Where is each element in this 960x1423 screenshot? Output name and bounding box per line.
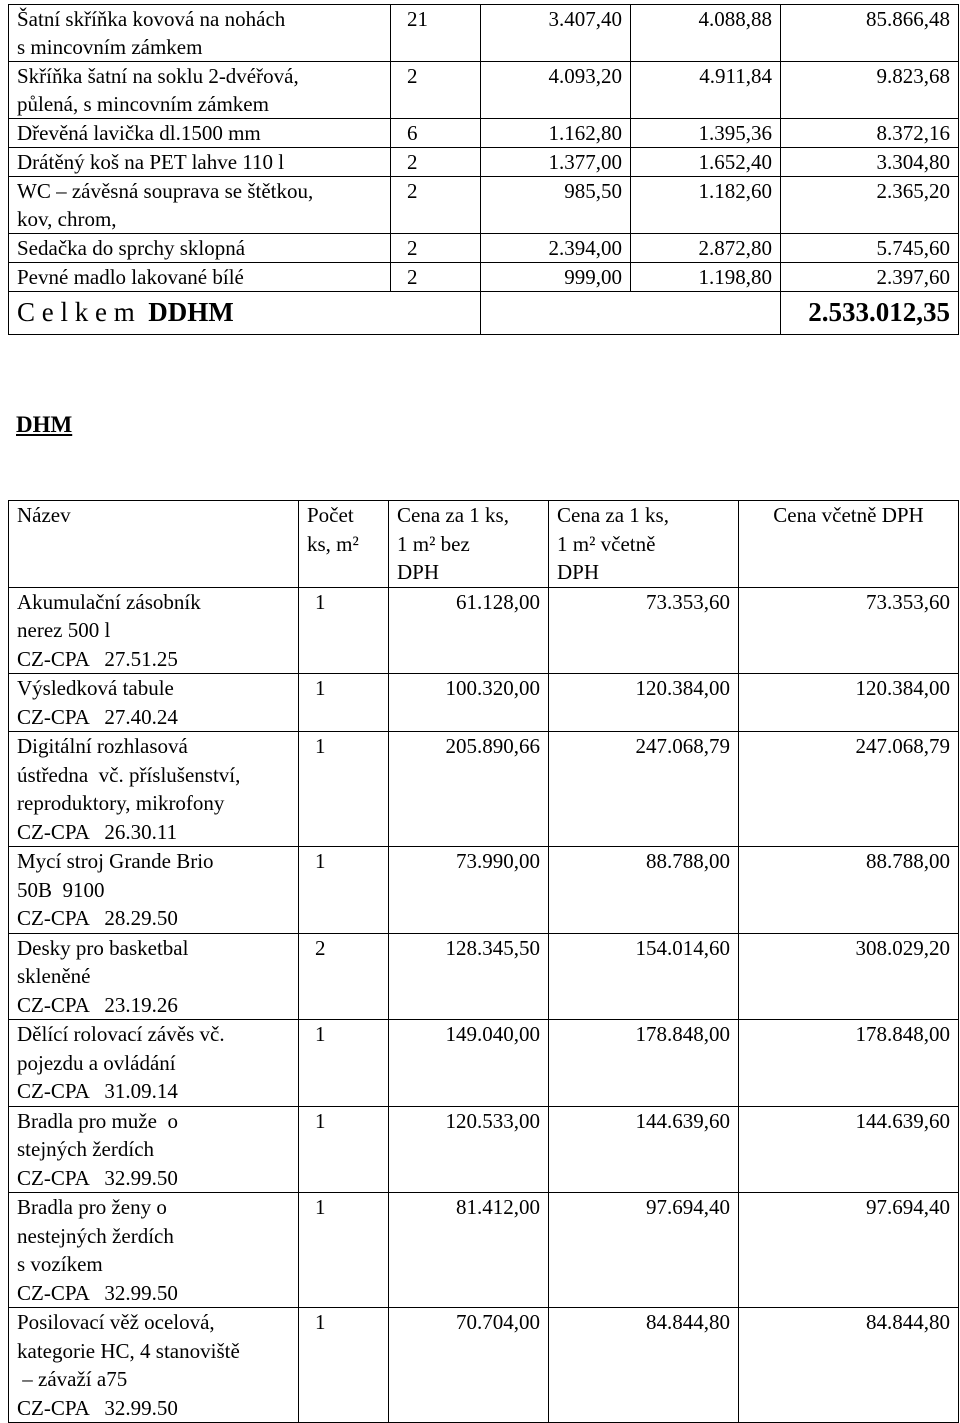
ddhm-item-name [9, 177, 391, 234]
ddhm-item-count: 2 [391, 62, 481, 119]
ddhm-item-price-incl-vat: 1.395,36 [631, 119, 781, 148]
dhm-item-total: 88.788,00 [739, 847, 959, 934]
dhm-header-price-incl-line: Cena za 1 ks, [557, 503, 669, 527]
dhm-header-price-excl [389, 501, 549, 588]
ddhm-item-count: 2 [391, 263, 481, 292]
dhm-item-price-excl-vat: 100.320,00 [389, 674, 549, 732]
ddhm-item-count: 2 [391, 177, 481, 234]
ddhm-total-label-cell [9, 292, 481, 335]
dhm-item-price-excl-vat: 73.990,00 [389, 847, 549, 934]
ddhm-item-count: 21 [391, 5, 481, 62]
dhm-table-row [9, 674, 959, 732]
ddhm-item-name-line: kov, chrom, [17, 207, 117, 231]
dhm-table-row [9, 732, 959, 847]
dhm-item-name [9, 1020, 299, 1107]
ddhm-item-total: 5.745,60 [781, 234, 959, 263]
dhm-item-total: 97.694,40 [739, 1193, 959, 1308]
dhm-item-name [9, 1106, 299, 1193]
dhm-item-price-excl-vat: 81.412,00 [389, 1193, 549, 1308]
dhm-item-name-line: CZ-CPA 23.19.26 [17, 992, 178, 1017]
dhm-item-total: 84.844,80 [739, 1308, 959, 1423]
dhm-item-name-line: CZ-CPA 26.30.11 [17, 819, 178, 844]
dhm-item-name-line: CZ-CPA 27.40.24 [17, 704, 178, 729]
dhm-item-total: 247.068,79 [739, 732, 959, 847]
ddhm-item-name-line: Šatní skříňka kovová na nohách [17, 7, 286, 31]
dhm-item-price-incl-vat: 73.353,60 [549, 587, 739, 674]
ddhm-item-name-line: půlená, s mincovním zámkem [17, 92, 269, 116]
ddhm-item-price-excl-vat: 3.407,40 [481, 5, 631, 62]
dhm-item-name-line: 50B 9100 [17, 877, 105, 902]
dhm-item-total: 144.639,60 [739, 1106, 959, 1193]
dhm-item-name [9, 732, 299, 847]
dhm-item-total: 73.353,60 [739, 587, 959, 674]
dhm-item-name [9, 1193, 299, 1308]
ddhm-item-price-excl-vat: 999,00 [481, 263, 631, 292]
dhm-item-name-line: Desky pro basketbal [17, 935, 189, 960]
dhm-header-count-line: Počet [307, 503, 354, 527]
dhm-item-name-line: CZ-CPA 28.29.50 [17, 906, 178, 930]
ddhm-item-name-line: s mincovním zámkem [17, 35, 203, 59]
ddhm-item-name-line: Sedačka do sprchy sklopná [17, 236, 246, 260]
ddhm-item-price-incl-vat: 1.182,60 [631, 177, 781, 234]
ddhm-item-count: 2 [391, 148, 481, 177]
dhm-item-price-incl-vat: 247.068,79 [549, 732, 739, 847]
dhm-item-price-excl-vat: 128.345,50 [389, 933, 549, 1020]
dhm-item-total: 308.029,20 [739, 933, 959, 1020]
dhm-item-name-line: ústředna vč. příslušenství, [17, 762, 241, 787]
dhm-item-total: 120.384,00 [739, 674, 959, 732]
dhm-item-name-line: Mycí stroj Grande Brio [17, 849, 214, 873]
ddhm-total-empty-cell [481, 292, 781, 335]
dhm-header-price-incl-line: 1 m² včetně [557, 531, 656, 556]
dhm-item-price-excl-vat: 205.890,66 [389, 732, 549, 847]
dhm-item-price-incl-vat: 97.694,40 [549, 1193, 739, 1308]
dhm-item-total: 178.848,00 [739, 1020, 959, 1107]
ddhm-table-row [9, 234, 959, 263]
ddhm-item-name [9, 5, 391, 62]
dhm-item-count: 1 [299, 1308, 389, 1423]
dhm-table-row [9, 847, 959, 934]
ddhm-table-row [9, 119, 959, 148]
dhm-header-count [299, 501, 389, 588]
dhm-item-count: 1 [299, 1106, 389, 1193]
dhm-table-row [9, 933, 959, 1020]
dhm-table-row [9, 1193, 959, 1308]
ddhm-table-row [9, 263, 959, 292]
dhm-item-name-line: kategorie HC, 4 stanoviště [17, 1338, 240, 1363]
ddhm-total-label: C e l k e m [17, 297, 135, 327]
dhm-item-name-line: CZ-CPA 31.09.14 [17, 1079, 178, 1103]
dhm-header-price-excl-line: DPH [397, 560, 440, 584]
dhm-table-row [9, 1106, 959, 1193]
ddhm-item-name-line: Pevné madlo lakované bílé [17, 265, 244, 289]
ddhm-item-price-incl-vat: 2.872,80 [631, 234, 781, 263]
dhm-item-name-line: skleněné [17, 964, 91, 988]
dhm-item-name-line: reproduktory, mikrofony [17, 791, 225, 815]
ddhm-item-name [9, 148, 391, 177]
ddhm-item-price-excl-vat: 4.093,20 [481, 62, 631, 119]
dhm-item-count: 1 [299, 1193, 389, 1308]
dhm-table-row [9, 1308, 959, 1423]
dhm-item-name [9, 674, 299, 732]
ddhm-item-total: 8.372,16 [781, 119, 959, 148]
dhm-item-count: 1 [299, 587, 389, 674]
ddhm-total-row [9, 292, 959, 335]
ddhm-item-price-incl-vat: 1.652,40 [631, 148, 781, 177]
dhm-item-name-line: Dělící rolovací závěs vč. [17, 1022, 225, 1046]
dhm-item-price-incl-vat: 144.639,60 [549, 1106, 739, 1193]
dhm-item-name-line: Digitální rozhlasová [17, 734, 188, 758]
ddhm-item-price-excl-vat: 985,50 [481, 177, 631, 234]
ddhm-total-label-suffix: DDHM [148, 297, 234, 327]
dhm-item-price-incl-vat: 178.848,00 [549, 1020, 739, 1107]
ddhm-item-name-line: Skříňka šatní na soklu 2-dvéřová, [17, 64, 299, 88]
dhm-table-body [9, 587, 959, 1423]
dhm-item-price-incl-vat: 88.788,00 [549, 847, 739, 934]
dhm-item-price-excl-vat: 61.128,00 [389, 587, 549, 674]
dhm-item-name-line: stejných žerdích [17, 1137, 155, 1161]
dhm-item-count: 2 [299, 933, 389, 1020]
ddhm-item-name [9, 263, 391, 292]
dhm-item-name [9, 587, 299, 674]
ddhm-item-price-incl-vat: 4.088,88 [631, 5, 781, 62]
dhm-item-count: 1 [299, 674, 389, 732]
dhm-item-name-line: nerez 500 l [17, 618, 111, 642]
ddhm-item-count: 2 [391, 234, 481, 263]
dhm-item-name-line: pojezdu a ovládání [17, 1050, 176, 1075]
dhm-item-name-line: Akumulační zásobník [17, 589, 201, 614]
ddhm-item-total: 9.823,68 [781, 62, 959, 119]
ddhm-item-total: 85.866,48 [781, 5, 959, 62]
dhm-header-price-incl [549, 501, 739, 588]
dhm-item-price-excl-vat: 120.533,00 [389, 1106, 549, 1193]
ddhm-table-row [9, 148, 959, 177]
dhm-item-name-line: CZ-CPA 32.99.50 [17, 1165, 178, 1190]
dhm-header-name: Název [9, 501, 299, 588]
dhm-item-name-line: Bradla pro muže o [17, 1108, 178, 1133]
dhm-header-total: Cena včetně DPH [739, 501, 959, 588]
ddhm-item-price-incl-vat: 1.198,80 [631, 263, 781, 292]
dhm-item-count: 1 [299, 847, 389, 934]
ddhm-item-price-excl-vat: 1.162,80 [481, 119, 631, 148]
ddhm-item-total: 2.397,60 [781, 263, 959, 292]
dhm-section-heading: DHM [16, 412, 73, 437]
ddhm-item-price-excl-vat: 1.377,00 [481, 148, 631, 177]
ddhm-item-total: 3.304,80 [781, 148, 959, 177]
ddhm-item-price-incl-vat: 4.911,84 [631, 62, 781, 119]
dhm-item-price-incl-vat: 154.014,60 [549, 933, 739, 1020]
ddhm-item-name [9, 62, 391, 119]
ddhm-table [8, 4, 959, 335]
dhm-item-name-line: CZ-CPA 27.51.25 [17, 646, 178, 671]
ddhm-table-body [9, 5, 959, 292]
dhm-header-row [9, 501, 959, 588]
dhm-item-price-excl-vat: 70.704,00 [389, 1308, 549, 1423]
dhm-header-price-excl-line: Cena za 1 ks, [397, 503, 509, 527]
dhm-item-price-incl-vat: 84.844,80 [549, 1308, 739, 1423]
dhm-header-price-excl-line: 1 m² bez [397, 531, 470, 556]
dhm-header-count-line: ks, m² [307, 531, 359, 556]
dhm-item-name-line: Výsledková tabule [17, 676, 174, 700]
dhm-table-row [9, 1020, 959, 1107]
dhm-item-name-line: CZ-CPA 32.99.50 [17, 1280, 178, 1305]
dhm-item-price-incl-vat: 120.384,00 [549, 674, 739, 732]
dhm-item-name [9, 933, 299, 1020]
ddhm-total-value: 2.533.012,35 [781, 292, 959, 335]
dhm-item-count: 1 [299, 1020, 389, 1107]
ddhm-item-total: 2.365,20 [781, 177, 959, 234]
dhm-item-name [9, 847, 299, 934]
dhm-item-name-line: s vozíkem [17, 1252, 103, 1276]
dhm-item-name-line: – závaží a75 [17, 1367, 128, 1391]
dhm-item-count: 1 [299, 732, 389, 847]
ddhm-item-name-line: Drátěný koš na PET lahve 110 l [17, 150, 285, 174]
dhm-item-name-line: nestejných žerdích [17, 1223, 174, 1248]
ddhm-item-name-line: WC – závěsná souprava se štětkou, [17, 179, 314, 203]
ddhm-item-name-line: Dřevěná lavička dl.1500 mm [17, 121, 261, 145]
ddhm-table-row [9, 5, 959, 62]
dhm-table-row [9, 587, 959, 674]
ddhm-item-name [9, 119, 391, 148]
dhm-item-price-excl-vat: 149.040,00 [389, 1020, 549, 1107]
ddhm-item-count: 6 [391, 119, 481, 148]
ddhm-table-row [9, 62, 959, 119]
dhm-item-name [9, 1308, 299, 1423]
dhm-table [8, 500, 959, 1423]
dhm-item-name-line: Posilovací věž ocelová, [17, 1310, 215, 1334]
ddhm-table-row [9, 177, 959, 234]
ddhm-item-price-excl-vat: 2.394,00 [481, 234, 631, 263]
dhm-item-name-line: Bradla pro ženy o [17, 1195, 167, 1219]
dhm-header-price-incl-line: DPH [557, 560, 600, 584]
ddhm-item-name [9, 234, 391, 263]
dhm-item-name-line: CZ-CPA 32.99.50 [17, 1395, 178, 1420]
